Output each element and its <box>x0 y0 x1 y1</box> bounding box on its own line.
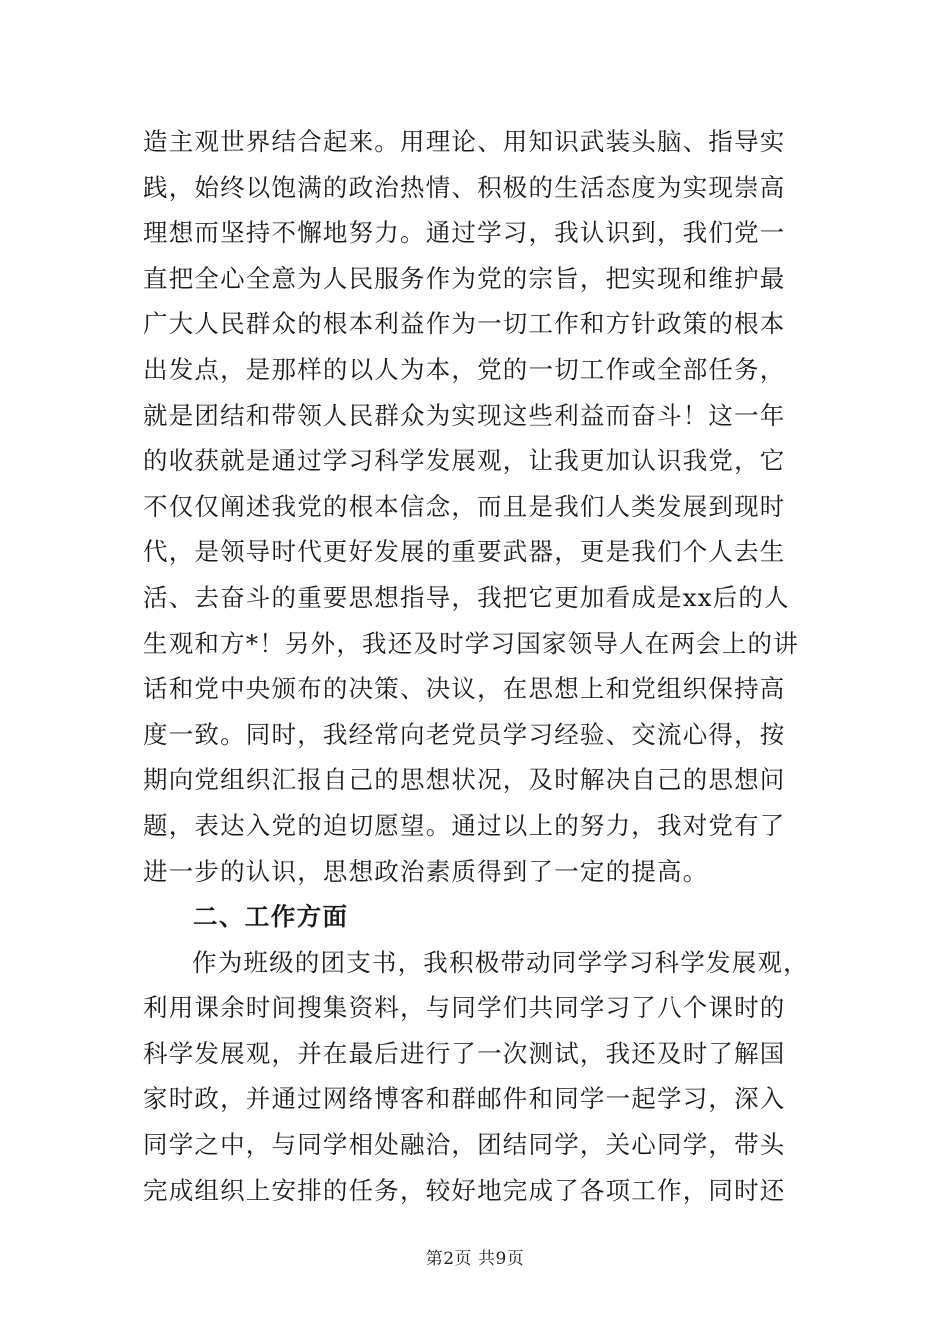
paragraph-line: 家时政，并通过网络博客和群邮件和同学一起学习，深入 <box>143 1084 786 1114</box>
paragraph-line: 活、去奋斗的重要思想指导，我把它更加看成是xx后的人 <box>143 582 790 612</box>
paragraph-line: 出发点，是那样的以人为本，党的一切工作或全部任务， <box>143 354 786 384</box>
paragraph-line: 作为班级的团支书，我积极带动同学学习科学发展观， <box>192 947 809 977</box>
paragraph-line: 就是团结和带领人民群众为实现这些利益而奋斗！这一年 <box>143 400 786 430</box>
paragraph-line: 的收获就是通过学习科学发展观，让我更加认识我党，它 <box>143 446 786 476</box>
paragraph-line: 度一致。同时，我经常向老党员学习经验、交流心得，按 <box>143 719 786 749</box>
paragraph-line: 不仅仅阐述我党的根本信念，而且是我们人类发展到现时 <box>143 491 786 521</box>
paragraph-line: 题，表达入党的迫切愿望。通过以上的努力，我对党有了 <box>143 810 786 840</box>
paragraph-line: 造主观世界结合起来。用理论、用知识武装头脑、指导实 <box>143 127 786 156</box>
paragraph-line: 进一步的认识，思想政治素质得到了一定的提高。 <box>143 856 709 886</box>
document-body <box>143 119 813 1213</box>
page-number-footer: 第2页 共9页 <box>425 1249 525 1269</box>
paragraph-line: 理想而坚持不懈地努力。通过学习，我认识到，我们党一 <box>143 218 786 248</box>
paragraph-line: 利用课余时间搜集资料，与同学们共同学习了八个课时的 <box>143 993 786 1023</box>
paragraph-line: 同学之中，与同学相处融洽，团结同学，关心同学，带头 <box>143 1130 786 1160</box>
paragraph-line: 生观和方*！另外，我还及时学习国家领导人在两会上的讲 <box>143 628 799 658</box>
paragraph-line: 代，是领导时代更好发展的重要武器，更是我们个人去生 <box>143 537 786 567</box>
section-heading: 二、工作方面 <box>193 902 349 932</box>
paragraph-line: 期向党组织汇报自己的思想状况，及时解决自己的思想问 <box>143 765 786 795</box>
paragraph-line: 完成组织上安排的任务，较好地完成了各项工作，同时还 <box>143 1175 786 1205</box>
paragraph-line: 直把全心全意为人民服务作为党的宗旨，把实现和维护最 <box>143 263 786 293</box>
paragraph-line: 科学发展观，并在最后进行了一次测试，我还及时了解国 <box>143 1038 786 1068</box>
paragraph-line: 践，始终以饱满的政治热情、积极的生活态度为实现崇高 <box>143 172 786 202</box>
paragraph-line: 话和党中央颁布的决策、决议，在思想上和党组织保持高 <box>143 674 786 704</box>
paragraph-line: 广大人民群众的根本利益作为一切工作和方针政策的根本 <box>143 309 786 339</box>
